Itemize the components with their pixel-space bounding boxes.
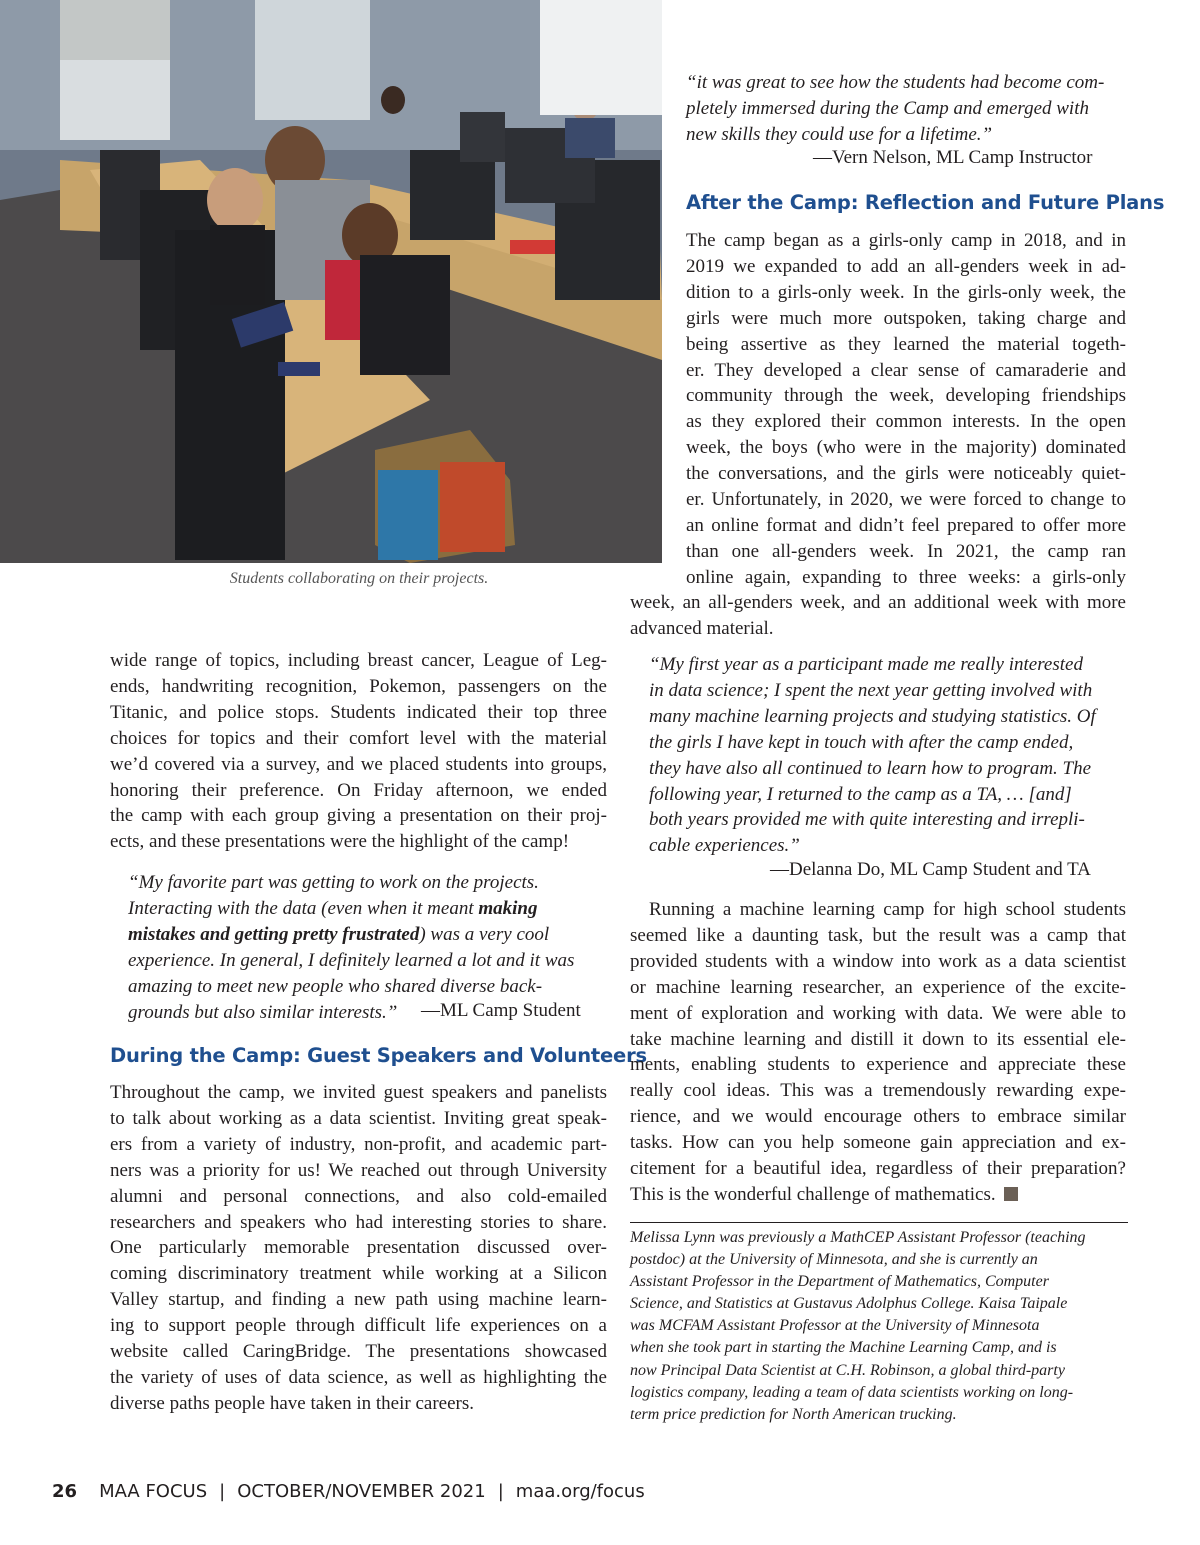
- text-line: the camp with each group giving a presentation on their proj-: [110, 805, 607, 827]
- text-line: ends, handwriting recognition, Pokemon, passengers on the: [110, 675, 607, 697]
- bio-divider: [630, 1222, 1128, 1223]
- author-bio: [630, 1227, 1128, 1426]
- text-line: an online format and didn’t feel prepared to offer more: [686, 514, 1126, 536]
- quote-attribution: —Delanna Do, ML Camp Student and TA: [770, 859, 1091, 880]
- text-line: researchers and speakers who had interesting stories to share.: [110, 1211, 607, 1233]
- instructor-quote: [686, 70, 1126, 148]
- section-heading-during-camp: During the Camp: Guest Speakers and Volunteers: [110, 1044, 647, 1067]
- text-line: as they explored their common interests. In the open: [686, 411, 1126, 433]
- quote-attribution: —Vern Nelson, ML Camp Instructor: [813, 147, 1093, 168]
- quote-line: new skills they could use for a lifetime.”: [686, 123, 993, 145]
- bio-line: Science, and Statistics at Gustavus Adolphus College. Kaisa Taipale: [630, 1295, 1068, 1313]
- page-number: 26: [52, 1481, 78, 1502]
- bio-line: postdoc) at the University of Minnesota, and she is currently an: [630, 1251, 1038, 1269]
- quote-line: in data science; I spent the next year getting involved with: [649, 679, 1093, 701]
- bio-line: logistics company, leading a team of data scientists working on long-: [630, 1383, 1074, 1401]
- text-line: choices for topics and their comfort level with the material: [110, 727, 607, 749]
- quote-line: “My first year as a participant made me really interested: [649, 654, 1083, 675]
- text-line: ing to support people through difficult life experiences on a: [110, 1315, 607, 1337]
- text-line: Running a machine learning camp for high school students: [649, 899, 1126, 920]
- reflection-paragraph-wide: [630, 590, 1126, 642]
- text-line: ment of exploration and working with data. We were able to: [630, 1002, 1126, 1024]
- bio-line: Melissa Lynn was previously a MathCEP Assistant Professor (teaching: [630, 1229, 1086, 1246]
- quote-line: following year, I returned to the camp as a TA, … [and]: [649, 783, 1072, 805]
- bio-line: now Principal Data Scientist at C.H. Robinson, a global third-party: [630, 1361, 1065, 1379]
- text-line: we’d covered via a survey, and we placed students into groups,: [110, 753, 607, 775]
- text-line: alumni and personal connections, and also cold-emailed: [110, 1185, 607, 1207]
- quote-line: they have also all continued to learn how to program. The: [649, 757, 1092, 779]
- final-sentence: This is the wonderful challenge of mathematics.: [630, 1183, 996, 1205]
- quote-line: many machine learning projects and studying statistics. Of: [649, 705, 1096, 727]
- quote-text: ) was a very cool: [419, 923, 550, 945]
- text-line: website called CaringBridge. The presentations showcased: [110, 1341, 607, 1363]
- quote-line: [128, 922, 598, 948]
- text-line: take machine learning and distill it down to its essential ele-: [630, 1028, 1126, 1050]
- intro-paragraph: [110, 648, 607, 855]
- quote-line: amazing to meet new people who shared diverse back-: [128, 975, 543, 997]
- website-link[interactable]: maa.org/focus: [515, 1481, 645, 1502]
- text-line: than one all-genders week. In 2021, the camp ran: [686, 540, 1126, 562]
- photo-caption: Students collaborating on their projects.: [229, 570, 489, 587]
- text-line: or machine learning researcher, an experience of the excite-: [630, 976, 1126, 998]
- text-line: ects, and these presentations were the highlight of the camp!: [110, 831, 570, 853]
- bio-line: term price prediction for North American trucking.: [630, 1405, 957, 1423]
- text-line: tasks. How can you help someone gain appreciation and ex-: [630, 1132, 1126, 1154]
- quote-line: both years provided me with quite interesting and irrepli-: [649, 809, 1085, 831]
- text-line: community through the week, developing friendships: [686, 385, 1126, 407]
- text-line: Throughout the camp, we invited guest speakers and panelists: [110, 1082, 607, 1103]
- student-ta-quote: [649, 652, 1119, 859]
- text-line: ments, enabling students to experience and appreciate these: [630, 1054, 1126, 1076]
- text-line: citement for a beautiful idea, regardless of their preparation?: [630, 1158, 1126, 1180]
- bio-line: was MCFAM Assistant Professor at the University of Minnesota: [630, 1317, 1040, 1335]
- quote-line: pletely immersed during the Camp and emerged with: [686, 97, 1089, 119]
- text-line: to talk about working as a data scientist. Inviting great speak-: [110, 1107, 607, 1129]
- text-line: online again, expanding to three weeks: a girls-only: [686, 566, 1126, 588]
- text-line: provided students with a window into work as a data scientist: [630, 950, 1126, 972]
- text-line: the conversations, and the girls were noticeably quiet-: [686, 463, 1126, 485]
- text-line: wide range of topics, including breast cancer, League of Leg-: [110, 650, 607, 671]
- text-line: [630, 1182, 1126, 1208]
- quote-line: cable experiences.”: [649, 835, 800, 857]
- quote-attribution: —ML Camp Student: [421, 1000, 581, 1021]
- quote-emphasis: mistakes and getting pretty frustrated: [128, 923, 420, 945]
- quote-line: [128, 896, 598, 922]
- quote-line: the girls I have kept in touch with after the camp ended,: [649, 731, 1074, 753]
- end-of-article-icon: [1004, 1187, 1018, 1201]
- bio-line: when she took part in starting the Machine Learning Camp, and is: [630, 1339, 1057, 1357]
- text-line: the variety of uses of data science, as well as highlighting the: [110, 1366, 607, 1388]
- text-line: honoring their preference. On Friday afternoon, we ended: [110, 779, 607, 801]
- text-line: diverse paths people have taken in their careers.: [110, 1392, 475, 1414]
- text-line: dition to a girls-only week. In the girls-only week, the: [686, 281, 1126, 303]
- text-line: The camp began as a girls-only camp in 2018, and in: [686, 230, 1126, 251]
- quote-line: “My favorite part was getting to work on the projects.: [128, 872, 539, 893]
- text-line: ners was a priority for us! We reached out through University: [110, 1159, 607, 1181]
- quote-line: experience. In general, I definitely learned a lot and it was: [128, 949, 575, 971]
- bio-line: Assistant Professor in the Department of Mathematics, Computer: [630, 1273, 1049, 1291]
- quote-text: Interacting with the data (even when it meant: [128, 897, 479, 919]
- text-line: being assertive as they learned the material togeth-: [686, 333, 1126, 355]
- text-line: Valley startup, and finding a new path using machine learn-: [110, 1289, 607, 1311]
- text-line: advanced material.: [630, 617, 774, 639]
- text-line: really cool ideas. This was a tremendously rewarding expe-: [630, 1080, 1126, 1102]
- text-line: rience, and we would encourage others to embrace similar: [630, 1106, 1126, 1128]
- magazine-name: MAA FOCUS: [99, 1481, 208, 1502]
- text-line: ers from a variety of industry, non-profit, and academic part-: [110, 1133, 607, 1155]
- quote-line: “it was great to see how the students had become com-: [686, 72, 1105, 93]
- quote-line: grounds but also similar interests.”: [128, 1001, 398, 1023]
- section-heading-after-camp: After the Camp: Reflection and Future Plans: [686, 191, 1165, 214]
- text-line: week, an all-genders week, and an additional week with more: [630, 592, 1126, 613]
- text-line: week, the boys (who were in the majority) dominated: [686, 437, 1126, 459]
- page-footer: [52, 1481, 645, 1502]
- text-line: er. Unfortunately, in 2020, we were forced to change to: [686, 489, 1126, 511]
- text-line: seemed like a daunting task, but the result was a camp that: [630, 924, 1126, 946]
- text-line: coming discriminatory treatment while working at a Silicon: [110, 1263, 607, 1285]
- footer-separator: |: [497, 1481, 504, 1502]
- quote-emphasis: making: [478, 897, 538, 919]
- classroom-photo: [0, 0, 662, 563]
- reflection-paragraph: [686, 228, 1126, 591]
- text-line: 2019 we expanded to add an all-genders week in ad-: [686, 255, 1126, 277]
- conclusion-paragraph: [630, 897, 1126, 1208]
- text-line: er. They developed a clear sense of camaraderie and: [686, 359, 1126, 381]
- text-line: girls were much more outspoken, taking charge and: [686, 307, 1126, 329]
- guest-speakers-paragraph: [110, 1080, 607, 1417]
- text-line: Titanic, and police stops. Students indicated their top three: [110, 701, 607, 723]
- issue-date: OCTOBER/NOVEMBER 2021: [237, 1481, 486, 1502]
- footer-separator: |: [219, 1481, 226, 1502]
- text-line: One particularly memorable presentation discussed over-: [110, 1237, 607, 1259]
